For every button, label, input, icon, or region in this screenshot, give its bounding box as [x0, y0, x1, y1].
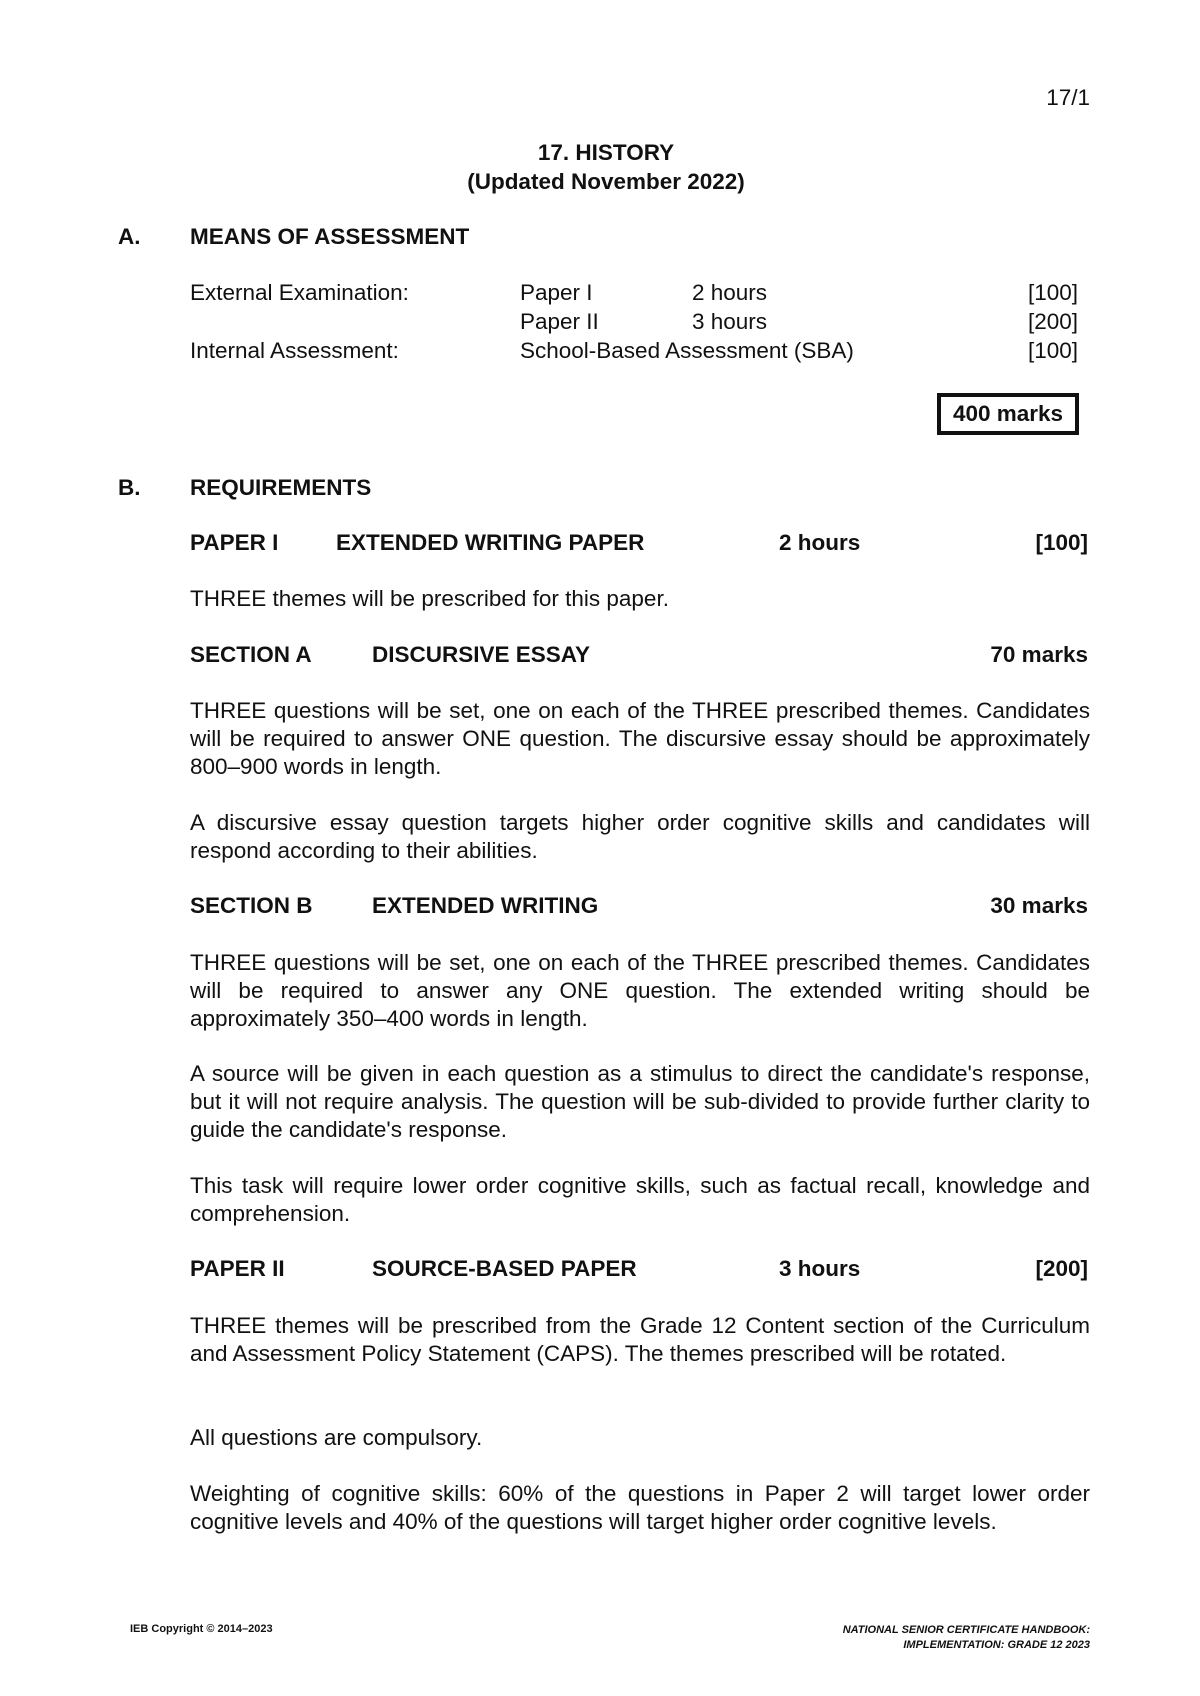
paper1-code: PAPER I: [190, 530, 279, 555]
p1-section-b-marks: 30 marks: [990, 893, 1088, 918]
paper2-marks: [200]: [1035, 1256, 1088, 1281]
p1-section-b-name: EXTENDED WRITING: [372, 893, 599, 918]
footer-handbook-line-2: IMPLEMENTATION: GRADE 12 2023: [903, 1639, 1090, 1651]
page-subtitle: (Updated November 2022): [467, 169, 745, 194]
page-number: 17/1: [1046, 85, 1090, 110]
paper1-marks: [100]: [1035, 530, 1088, 555]
assessment-marks-2: [200]: [1027, 309, 1078, 334]
paper1-intro: THREE themes will be prescribed for this paper.: [190, 586, 669, 611]
assessment-sba: School-Based Assessment (SBA): [520, 338, 854, 363]
footer-handbook: [843, 1623, 1090, 1653]
section-b-letter: B.: [118, 475, 141, 500]
assessment-paper-2: Paper II: [520, 309, 599, 334]
paper2-paragraph-3: Weighting of cognitive skills: 60% of the questions in Paper 2 will target lower order cognitive levels and 40% of the questions will target higher order cognitive levels.: [190, 1481, 1090, 1534]
footer-copyright: IEB Copyright © 2014–2023: [130, 1623, 273, 1635]
paper2-paragraph-1: THREE themes will be prescribed from the Grade 12 Content section of the Curriculum and Assessment Policy Statement (CAPS). The themes prescribed will be rotated.: [190, 1313, 1090, 1366]
assessment-marks-1: [100]: [1027, 280, 1078, 305]
p1-section-a-marks: 70 marks: [990, 642, 1088, 667]
section-b-heading: REQUIREMENTS: [190, 475, 372, 500]
assessment-label-external: External Examination:: [190, 280, 409, 305]
assessment-paper-1: Paper I: [520, 280, 593, 305]
page-title: 17. HISTORY: [537, 140, 675, 165]
footer-handbook-line-1: NATIONAL SENIOR CERTIFICATE HANDBOOK:: [842, 1624, 1090, 1636]
paper2-code: PAPER II: [190, 1256, 285, 1281]
assessment-label-internal: Internal Assessment:: [190, 338, 399, 363]
p1-section-a-name: DISCURSIVE ESSAY: [372, 642, 590, 667]
section-a-letter: A.: [118, 224, 141, 249]
p1-section-a-paragraph-2: A discursive essay question targets higher order cognitive skills and candidates will respond according to their abilities.: [190, 810, 1090, 863]
assessment-duration-2: 3 hours: [692, 309, 768, 334]
paper2-duration: 3 hours: [779, 1256, 861, 1281]
assessment-duration-1: 2 hours: [692, 280, 768, 305]
p1-section-a-code: SECTION A: [190, 642, 312, 667]
assessment-marks-sba: [100]: [1027, 338, 1078, 363]
p1-section-b-paragraph-2: A source will be given in each question as a stimulus to direct the candidate's response, but it will not require analysis. The question will be sub-divided to provide further clarity to guide the candidate's response.: [190, 1061, 1090, 1142]
paper1-name: EXTENDED WRITING PAPER: [336, 530, 645, 555]
paper1-duration: 2 hours: [779, 530, 861, 555]
paper2-paragraph-2: All questions are compulsory.: [190, 1425, 483, 1450]
p1-section-b-paragraph-1: THREE questions will be set, one on each of the THREE prescribed themes. Candidates will be required to answer any ONE question. The extended writing should be approximately 350–400 words in length.: [190, 950, 1090, 1031]
p1-section-a-paragraph-1: THREE questions will be set, one on each of the THREE prescribed themes. Candidates will be required to answer ONE question. The discursive essay should be approximately 800–900 words in length.: [190, 698, 1090, 779]
section-a-heading: MEANS OF ASSESSMENT: [190, 224, 470, 249]
paper2-name: SOURCE-BASED PAPER: [372, 1256, 637, 1281]
p1-section-b-code: SECTION B: [190, 893, 313, 918]
p1-section-b-paragraph-3: This task will require lower order cognitive skills, such as factual recall, knowledge and comprehension.: [190, 1173, 1090, 1226]
total-marks-box: 400 marks: [937, 393, 1079, 435]
